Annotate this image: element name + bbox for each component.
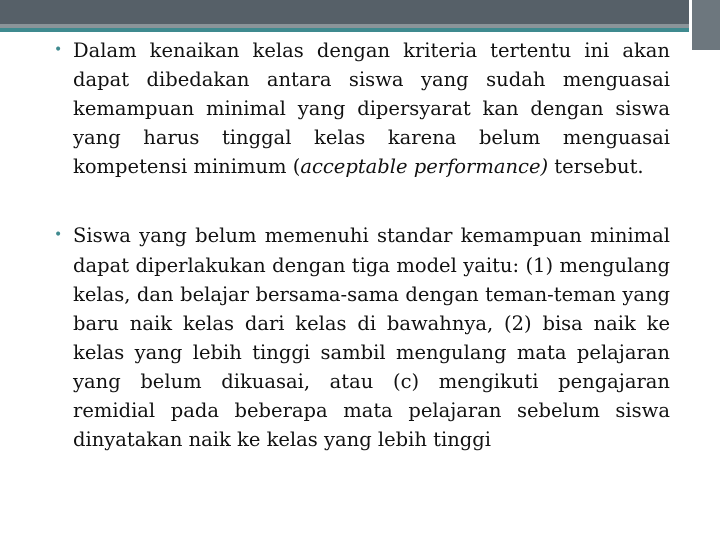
bullet-point-1 xyxy=(54,36,670,181)
bullet-text-2: Siswa yang belum memenuhi standar kemampuan minimal dapat diperlakukan dengan tiga model yaitu: (1) mengulang kelas, dan belajar bersama-sama dengan teman-teman yang baru naik kelas dari kelas di bawahnya, (2) bisa naik ke kelas yang lebih tinggi sambil mengulang mata pelajaran yang belum dikuasai, atau (c) mengikuti pengajaran remidial pada beberapa mata pelajaran sebelum siswa dinyatakan naik ke kelas yang lebih tinggi xyxy=(73,224,670,452)
bullet-text-1-italic: acceptable performance) xyxy=(300,155,549,179)
header-decoration xyxy=(0,0,720,32)
header-bar-dark xyxy=(0,0,720,24)
header-bar-accent xyxy=(0,28,720,32)
bullet-dot-icon: • xyxy=(54,227,63,244)
corner-tab xyxy=(689,0,720,50)
bullet-text-1-end: tersebut. xyxy=(548,155,644,179)
bullet-dot-icon: • xyxy=(54,42,63,58)
slide-content xyxy=(54,36,670,494)
bullet-text-1-main: Dalam kenaikan kelas dengan kriteria tertentu ini akan dapat dibedakan antara siswa yang sudah menguasai kemampuan minimal yang dipersyarat kan dengan siswa yang harus tinggal kelas karena belum menguasai kompetensi minimum ( xyxy=(73,39,670,179)
bullet-point-2 xyxy=(54,221,670,454)
bullet-text-1 xyxy=(73,36,670,181)
